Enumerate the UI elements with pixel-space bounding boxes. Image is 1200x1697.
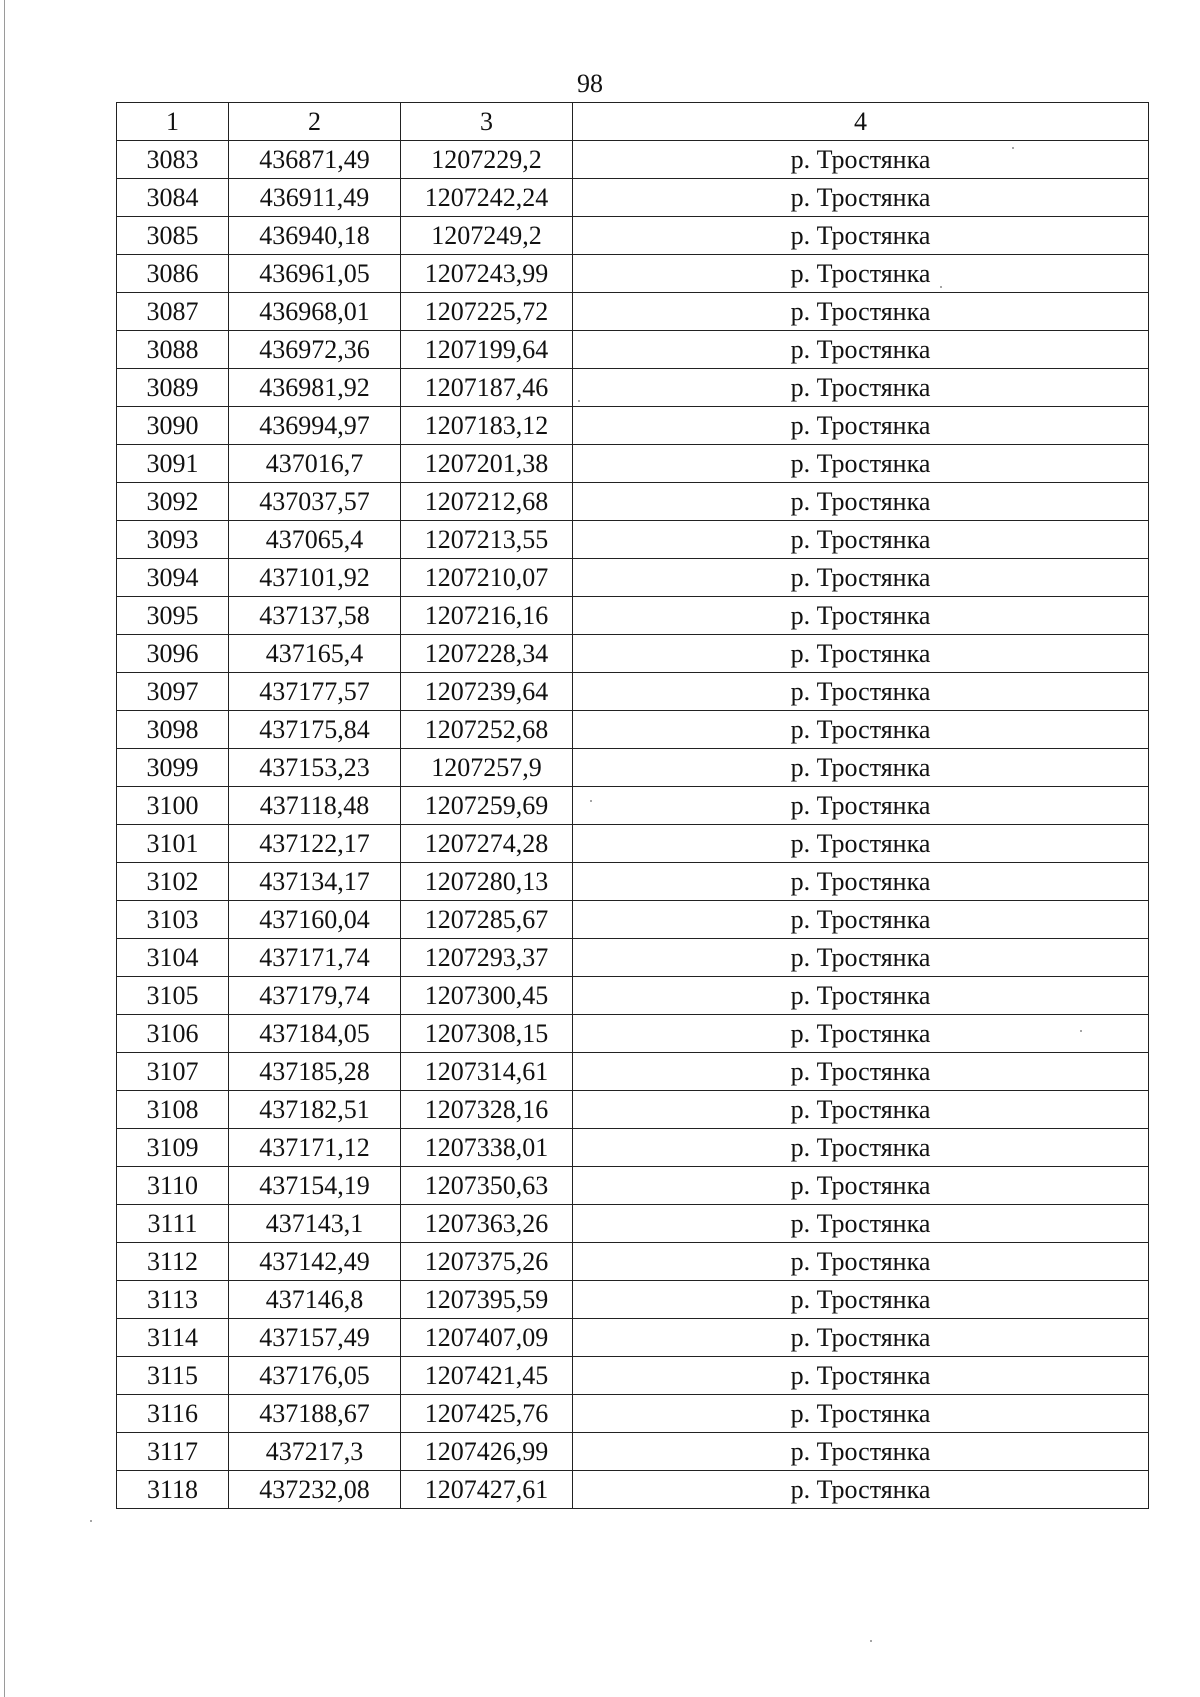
x-coordinate-cell: 436968,01: [229, 293, 401, 331]
description-cell: р. Тростянка: [573, 559, 1149, 597]
point-number-cell: 3083: [117, 141, 229, 179]
y-coordinate-cell: 1207225,72: [401, 293, 573, 331]
table-row: [117, 977, 1149, 1015]
description-cell: р. Тростянка: [573, 787, 1149, 825]
scan-speck: [1012, 147, 1014, 149]
y-coordinate-cell: 1207395,59: [401, 1281, 573, 1319]
x-coordinate-cell: 437160,04: [229, 901, 401, 939]
x-coordinate-cell: 436911,49: [229, 179, 401, 217]
point-number-cell: 3084: [117, 179, 229, 217]
scan-speck: [940, 286, 942, 288]
table-row: [117, 141, 1149, 179]
point-number-cell: 3087: [117, 293, 229, 331]
description-cell: р. Тростянка: [573, 825, 1149, 863]
table-row: [117, 1471, 1149, 1509]
table-row: [117, 749, 1149, 787]
description-cell: р. Тростянка: [573, 141, 1149, 179]
x-coordinate-cell: 437101,92: [229, 559, 401, 597]
x-coordinate-cell: 437217,3: [229, 1433, 401, 1471]
point-number-cell: 3100: [117, 787, 229, 825]
x-coordinate-cell: 436972,36: [229, 331, 401, 369]
description-cell: р. Тростянка: [573, 901, 1149, 939]
table-row: [117, 521, 1149, 559]
x-coordinate-cell: 437184,05: [229, 1015, 401, 1053]
point-number-cell: 3104: [117, 939, 229, 977]
x-coordinate-cell: 436940,18: [229, 217, 401, 255]
x-coordinate-cell: 437065,4: [229, 521, 401, 559]
point-number-cell: 3109: [117, 1129, 229, 1167]
point-number-cell: 3098: [117, 711, 229, 749]
scan-speck: [90, 1520, 92, 1522]
table-row: [117, 1395, 1149, 1433]
point-number-cell: 3110: [117, 1167, 229, 1205]
x-coordinate-cell: 437118,48: [229, 787, 401, 825]
y-coordinate-cell: 1207252,68: [401, 711, 573, 749]
y-coordinate-cell: 1207308,15: [401, 1015, 573, 1053]
description-cell: р. Тростянка: [573, 1091, 1149, 1129]
y-coordinate-cell: 1207328,16: [401, 1091, 573, 1129]
table-row: [117, 939, 1149, 977]
table-row: [117, 407, 1149, 445]
table-body: [117, 141, 1149, 1509]
x-coordinate-cell: 437154,19: [229, 1167, 401, 1205]
y-coordinate-cell: 1207293,37: [401, 939, 573, 977]
y-coordinate-cell: 1207213,55: [401, 521, 573, 559]
x-coordinate-cell: 437122,17: [229, 825, 401, 863]
point-number-cell: 3086: [117, 255, 229, 293]
y-coordinate-cell: 1207407,09: [401, 1319, 573, 1357]
y-coordinate-cell: 1207187,46: [401, 369, 573, 407]
column-header-3: 3: [401, 103, 573, 141]
point-number-cell: 3118: [117, 1471, 229, 1509]
table-row: [117, 369, 1149, 407]
y-coordinate-cell: 1207228,34: [401, 635, 573, 673]
column-header-1: 1: [117, 103, 229, 141]
point-number-cell: 3114: [117, 1319, 229, 1357]
y-coordinate-cell: 1207242,24: [401, 179, 573, 217]
x-coordinate-cell: 437016,7: [229, 445, 401, 483]
point-number-cell: 3112: [117, 1243, 229, 1281]
table-row: [117, 293, 1149, 331]
x-coordinate-cell: 437142,49: [229, 1243, 401, 1281]
point-number-cell: 3113: [117, 1281, 229, 1319]
y-coordinate-cell: 1207427,61: [401, 1471, 573, 1509]
point-number-cell: 3090: [117, 407, 229, 445]
y-coordinate-cell: 1207216,16: [401, 597, 573, 635]
y-coordinate-cell: 1207285,67: [401, 901, 573, 939]
table-row: [117, 1243, 1149, 1281]
y-coordinate-cell: 1207212,68: [401, 483, 573, 521]
point-number-cell: 3085: [117, 217, 229, 255]
table-row: [117, 1433, 1149, 1471]
x-coordinate-cell: 436871,49: [229, 141, 401, 179]
description-cell: р. Тростянка: [573, 1243, 1149, 1281]
x-coordinate-cell: 437157,49: [229, 1319, 401, 1357]
point-number-cell: 3115: [117, 1357, 229, 1395]
point-number-cell: 3094: [117, 559, 229, 597]
x-coordinate-cell: 437177,57: [229, 673, 401, 711]
description-cell: р. Тростянка: [573, 1281, 1149, 1319]
y-coordinate-cell: 1207239,64: [401, 673, 573, 711]
x-coordinate-cell: 437143,1: [229, 1205, 401, 1243]
y-coordinate-cell: 1207210,07: [401, 559, 573, 597]
description-cell: р. Тростянка: [573, 1319, 1149, 1357]
y-coordinate-cell: 1207243,99: [401, 255, 573, 293]
point-number-cell: 3111: [117, 1205, 229, 1243]
point-number-cell: 3106: [117, 1015, 229, 1053]
point-number-cell: 3093: [117, 521, 229, 559]
table-row: [117, 901, 1149, 939]
y-coordinate-cell: 1207183,12: [401, 407, 573, 445]
table-row: [117, 1015, 1149, 1053]
x-coordinate-cell: 437134,17: [229, 863, 401, 901]
point-number-cell: 3107: [117, 1053, 229, 1091]
y-coordinate-cell: 1207259,69: [401, 787, 573, 825]
y-coordinate-cell: 1207257,9: [401, 749, 573, 787]
table-row: [117, 597, 1149, 635]
description-cell: р. Тростянка: [573, 179, 1149, 217]
table-row: [117, 711, 1149, 749]
coordinates-table: [116, 102, 1149, 1509]
description-cell: р. Тростянка: [573, 483, 1149, 521]
table-row: [117, 1281, 1149, 1319]
x-coordinate-cell: 436981,92: [229, 369, 401, 407]
description-cell: р. Тростянка: [573, 1471, 1149, 1509]
x-coordinate-cell: 437182,51: [229, 1091, 401, 1129]
table-row: [117, 1205, 1149, 1243]
point-number-cell: 3097: [117, 673, 229, 711]
y-coordinate-cell: 1207375,26: [401, 1243, 573, 1281]
point-number-cell: 3108: [117, 1091, 229, 1129]
x-coordinate-cell: 437137,58: [229, 597, 401, 635]
table-row: [117, 1053, 1149, 1091]
point-number-cell: 3105: [117, 977, 229, 1015]
table-row: [117, 255, 1149, 293]
y-coordinate-cell: 1207425,76: [401, 1395, 573, 1433]
x-coordinate-cell: 437188,67: [229, 1395, 401, 1433]
y-coordinate-cell: 1207426,99: [401, 1433, 573, 1471]
y-coordinate-cell: 1207229,2: [401, 141, 573, 179]
x-coordinate-cell: 436961,05: [229, 255, 401, 293]
description-cell: р. Тростянка: [573, 369, 1149, 407]
point-number-cell: 3095: [117, 597, 229, 635]
description-cell: р. Тростянка: [573, 597, 1149, 635]
x-coordinate-cell: 437185,28: [229, 1053, 401, 1091]
description-cell: р. Тростянка: [573, 255, 1149, 293]
x-coordinate-cell: 437176,05: [229, 1357, 401, 1395]
description-cell: р. Тростянка: [573, 521, 1149, 559]
point-number-cell: 3117: [117, 1433, 229, 1471]
page-number: 98: [577, 69, 603, 98]
point-number-cell: 3103: [117, 901, 229, 939]
description-cell: р. Тростянка: [573, 407, 1149, 445]
point-number-cell: 3099: [117, 749, 229, 787]
point-number-cell: 3088: [117, 331, 229, 369]
description-cell: р. Тростянка: [573, 863, 1149, 901]
y-coordinate-cell: 1207421,45: [401, 1357, 573, 1395]
column-header-2: 2: [229, 103, 401, 141]
table-row: [117, 483, 1149, 521]
description-cell: р. Тростянка: [573, 673, 1149, 711]
scan-speck: [1080, 1030, 1082, 1032]
point-number-cell: 3096: [117, 635, 229, 673]
y-coordinate-cell: 1207274,28: [401, 825, 573, 863]
x-coordinate-cell: 437171,12: [229, 1129, 401, 1167]
description-cell: р. Тростянка: [573, 1053, 1149, 1091]
x-coordinate-cell: 437171,74: [229, 939, 401, 977]
description-cell: р. Тростянка: [573, 293, 1149, 331]
table-row: [117, 1357, 1149, 1395]
y-coordinate-cell: 1207280,13: [401, 863, 573, 901]
scan-speck: [870, 1640, 872, 1642]
x-coordinate-cell: 437037,57: [229, 483, 401, 521]
y-coordinate-cell: 1207199,64: [401, 331, 573, 369]
table-header-row: [117, 103, 1149, 141]
table-row: [117, 445, 1149, 483]
table-row: [117, 863, 1149, 901]
x-coordinate-cell: 436994,97: [229, 407, 401, 445]
description-cell: р. Тростянка: [573, 217, 1149, 255]
description-cell: р. Тростянка: [573, 711, 1149, 749]
point-number-cell: 3102: [117, 863, 229, 901]
description-cell: р. Тростянка: [573, 1357, 1149, 1395]
y-coordinate-cell: 1207300,45: [401, 977, 573, 1015]
x-coordinate-cell: 437179,74: [229, 977, 401, 1015]
y-coordinate-cell: 1207338,01: [401, 1129, 573, 1167]
description-cell: р. Тростянка: [573, 1015, 1149, 1053]
point-number-cell: 3116: [117, 1395, 229, 1433]
table-row: [117, 635, 1149, 673]
table-row: [117, 673, 1149, 711]
point-number-cell: 3089: [117, 369, 229, 407]
table-row: [117, 1091, 1149, 1129]
table-row: [117, 331, 1149, 369]
point-number-cell: 3091: [117, 445, 229, 483]
table-row: [117, 179, 1149, 217]
table-row: [117, 787, 1149, 825]
description-cell: р. Тростянка: [573, 939, 1149, 977]
table-row: [117, 1167, 1149, 1205]
point-number-cell: 3092: [117, 483, 229, 521]
scan-speck: [578, 400, 580, 402]
scan-edge-line: [4, 0, 5, 1697]
x-coordinate-cell: 437146,8: [229, 1281, 401, 1319]
table-row: [117, 1129, 1149, 1167]
description-cell: р. Тростянка: [573, 1167, 1149, 1205]
x-coordinate-cell: 437175,84: [229, 711, 401, 749]
y-coordinate-cell: 1207350,63: [401, 1167, 573, 1205]
table-row: [117, 217, 1149, 255]
table-row: [117, 1319, 1149, 1357]
table-row: [117, 559, 1149, 597]
description-cell: р. Тростянка: [573, 635, 1149, 673]
scan-speck: [590, 800, 592, 802]
table-row: [117, 825, 1149, 863]
description-cell: р. Тростянка: [573, 1433, 1149, 1471]
description-cell: р. Тростянка: [573, 1205, 1149, 1243]
y-coordinate-cell: 1207363,26: [401, 1205, 573, 1243]
column-header-4: 4: [573, 103, 1149, 141]
description-cell: р. Тростянка: [573, 749, 1149, 787]
description-cell: р. Тростянка: [573, 1129, 1149, 1167]
point-number-cell: 3101: [117, 825, 229, 863]
y-coordinate-cell: 1207201,38: [401, 445, 573, 483]
x-coordinate-cell: 437165,4: [229, 635, 401, 673]
x-coordinate-cell: 437153,23: [229, 749, 401, 787]
description-cell: р. Тростянка: [573, 445, 1149, 483]
description-cell: р. Тростянка: [573, 1395, 1149, 1433]
x-coordinate-cell: 437232,08: [229, 1471, 401, 1509]
y-coordinate-cell: 1207314,61: [401, 1053, 573, 1091]
description-cell: р. Тростянка: [573, 977, 1149, 1015]
description-cell: р. Тростянка: [573, 331, 1149, 369]
y-coordinate-cell: 1207249,2: [401, 217, 573, 255]
